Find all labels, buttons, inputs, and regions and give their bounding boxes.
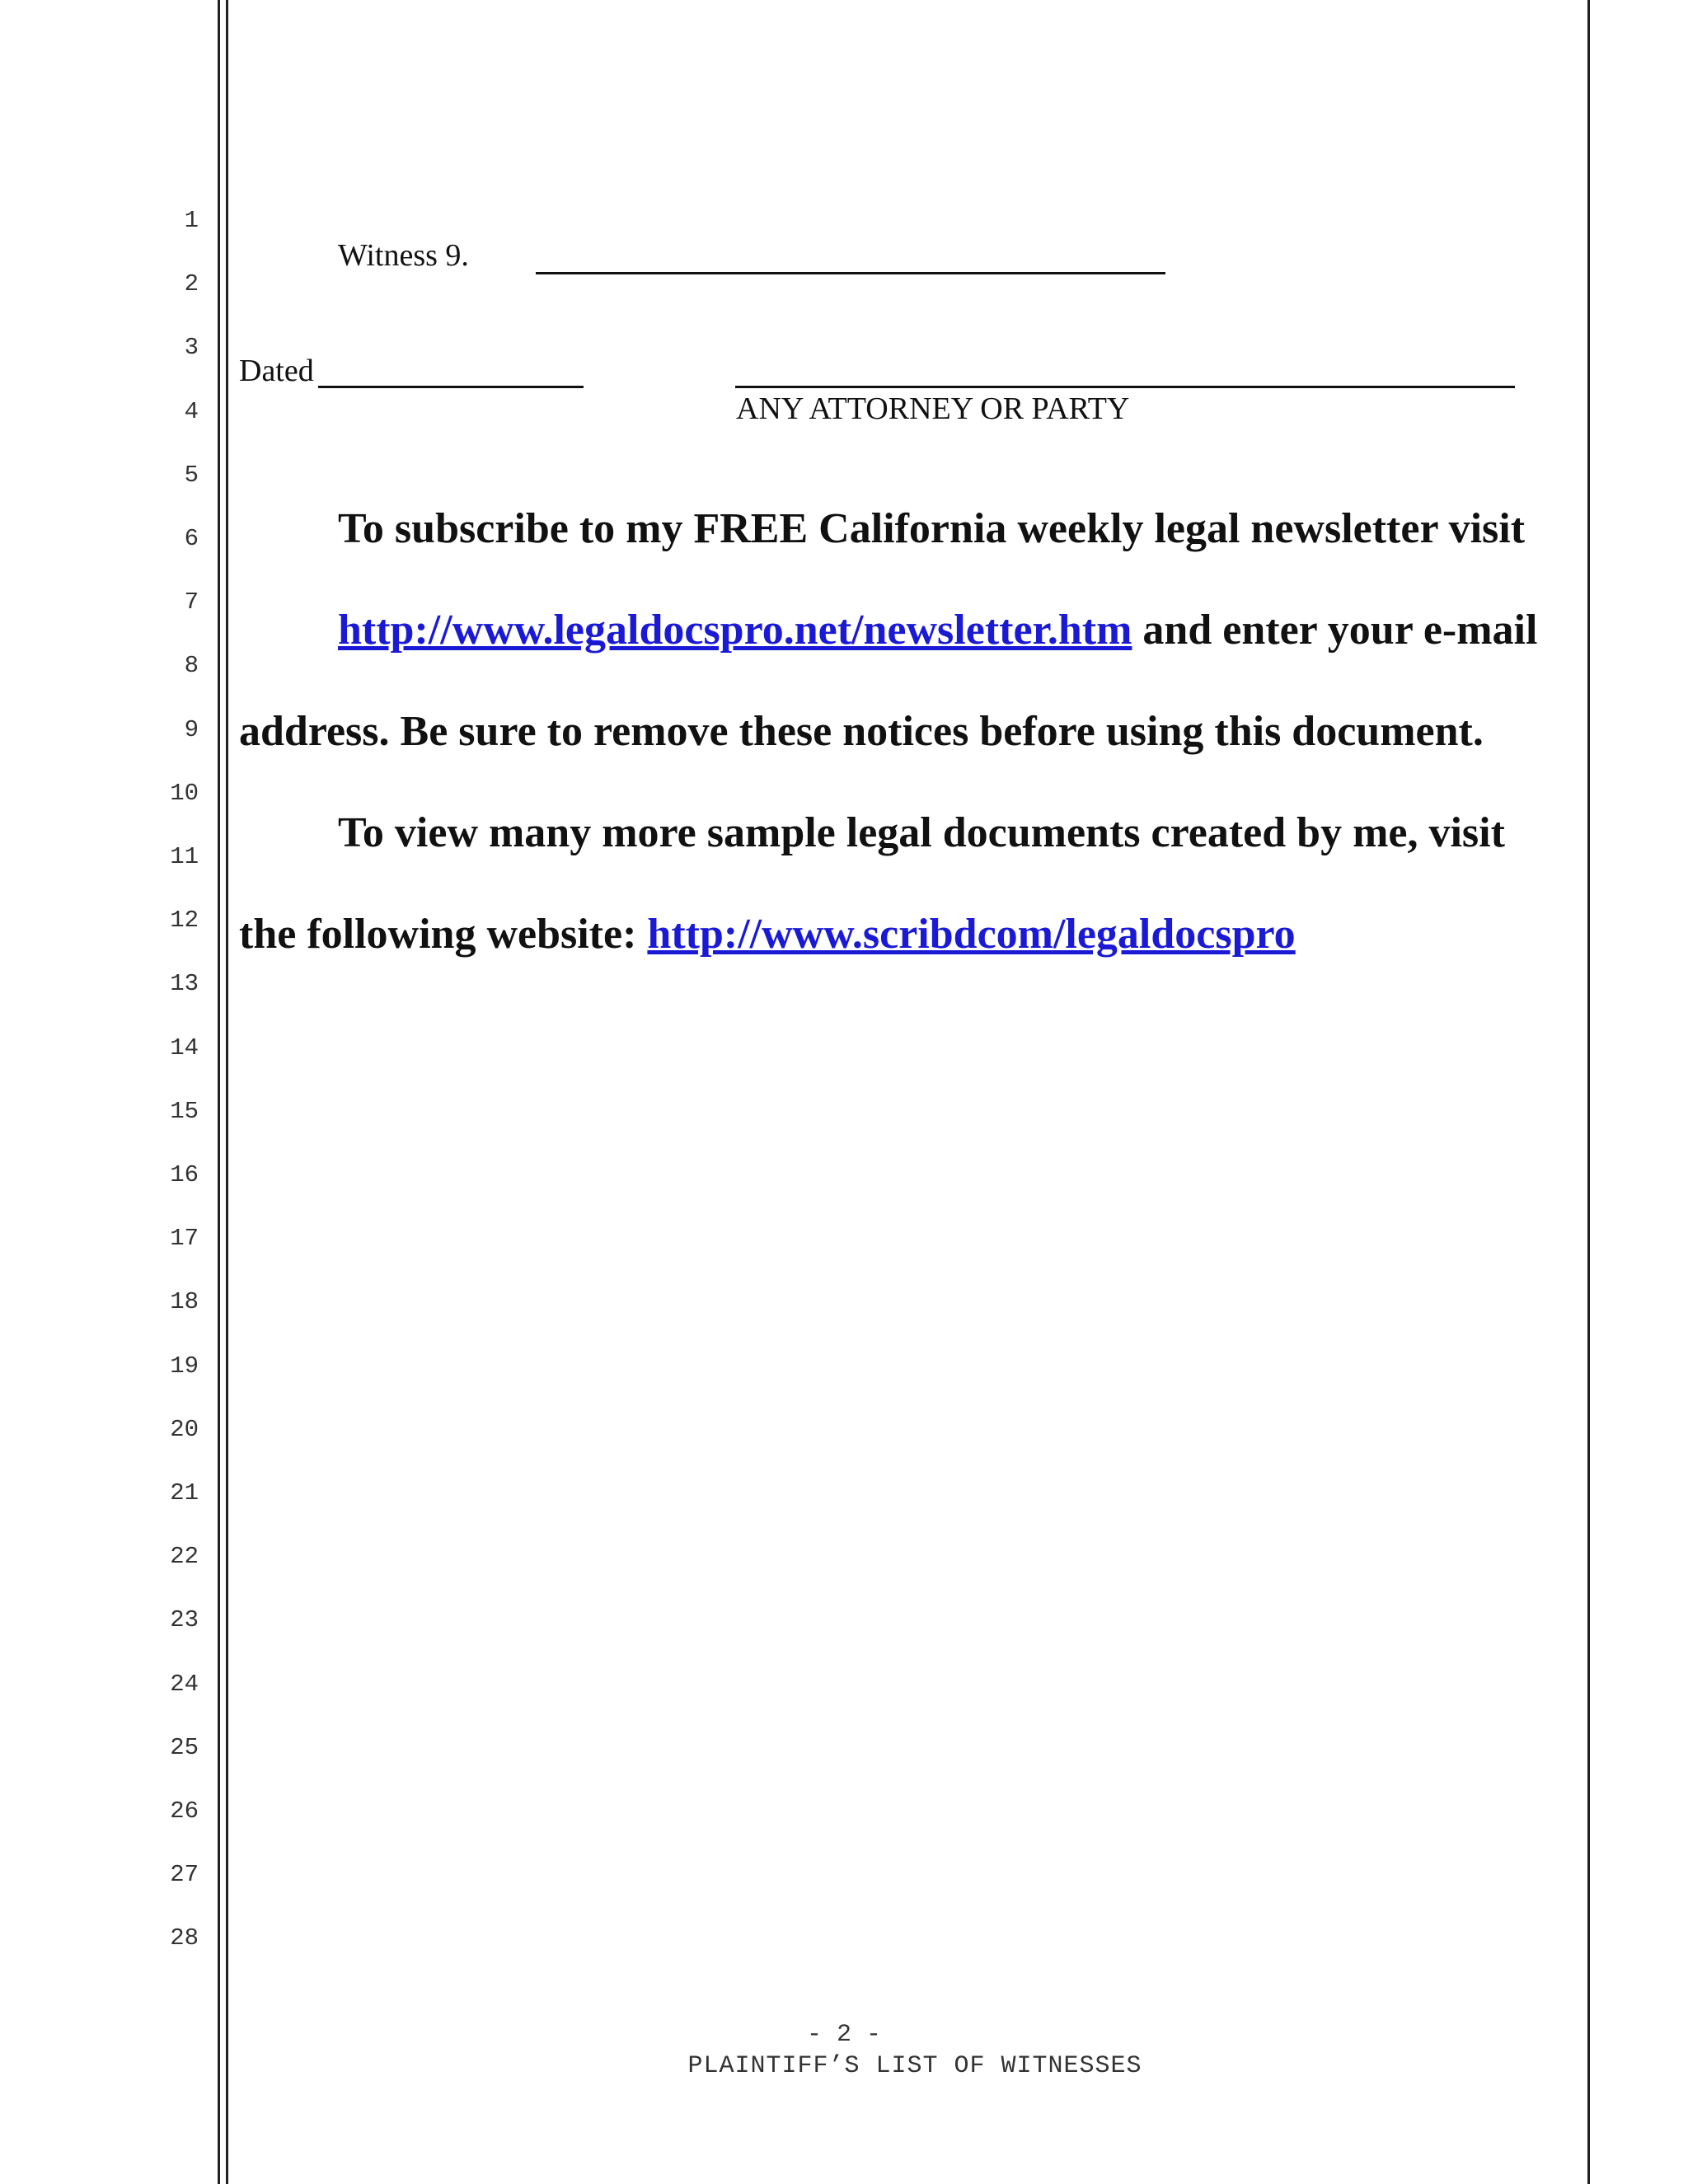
line-number: 10 xyxy=(170,779,199,807)
line-number: 19 xyxy=(170,1352,199,1380)
line-number: 22 xyxy=(170,1543,199,1571)
notice-line-5 xyxy=(239,910,1587,959)
signature-caption: ANY ATTORNEY OR PARTY xyxy=(736,391,1130,426)
line-number: 16 xyxy=(170,1161,199,1188)
line-number: 8 xyxy=(184,652,199,680)
notice-line-5-prefix: the following website: xyxy=(239,911,648,958)
dated-label: Dated xyxy=(239,354,314,388)
date-blank xyxy=(318,386,584,388)
line-number: 1 xyxy=(184,207,199,234)
line-number: 18 xyxy=(170,1288,199,1316)
line-number: 12 xyxy=(170,907,199,935)
witness-label: Witness 9. xyxy=(338,238,469,273)
left-margin-rule-inner xyxy=(226,0,228,2184)
line-number: 14 xyxy=(170,1033,199,1062)
line-number: 5 xyxy=(184,461,199,489)
line-number: 11 xyxy=(170,843,199,870)
signature-blank xyxy=(735,386,1515,388)
line-number: 15 xyxy=(170,1097,199,1125)
line-number: 20 xyxy=(170,1415,199,1443)
footer-document-title: PLAINTIFF’S LIST OF WITNESSES xyxy=(687,2052,1142,2080)
line-number: 6 xyxy=(184,525,199,552)
notice-line-2-rest: and enter your e-mail xyxy=(1132,607,1538,654)
line-number: 3 xyxy=(184,334,199,362)
line-number: 27 xyxy=(170,1861,199,1889)
notice-line-1: To subscribe to my FREE California weekly legal newsletter visit xyxy=(338,505,1526,552)
line-number: 13 xyxy=(170,970,199,998)
notice-line-4: To view many more sample legal documents created by me, visit xyxy=(338,809,1505,856)
newsletter-link[interactable]: http://www.legaldocspro.net/newsletter.htm xyxy=(338,607,1132,654)
line-number: 7 xyxy=(184,588,199,616)
line-number-column xyxy=(0,0,206,2184)
line-number: 25 xyxy=(170,1733,199,1761)
line-number: 24 xyxy=(170,1670,199,1698)
line-number: 23 xyxy=(170,1606,199,1634)
line-number: 9 xyxy=(184,715,199,743)
footer-page-number: - 2 - xyxy=(806,2021,881,2049)
witness-name-blank xyxy=(536,272,1165,274)
right-margin-rule xyxy=(1587,0,1590,2184)
notice-line-2 xyxy=(239,606,1686,655)
line-number: 21 xyxy=(170,1479,199,1507)
line-number: 4 xyxy=(184,397,199,425)
left-margin-rule xyxy=(218,0,220,2184)
line-number: 26 xyxy=(170,1797,199,1825)
line-number: 28 xyxy=(170,1924,199,1952)
line-number: 2 xyxy=(184,270,199,298)
scribd-link[interactable]: http://www.scribdcom/legaldocspro xyxy=(647,911,1296,958)
notice-line-3: address. Be sure to remove these notices before using this document. xyxy=(239,708,1484,755)
line-number: 17 xyxy=(170,1225,199,1253)
